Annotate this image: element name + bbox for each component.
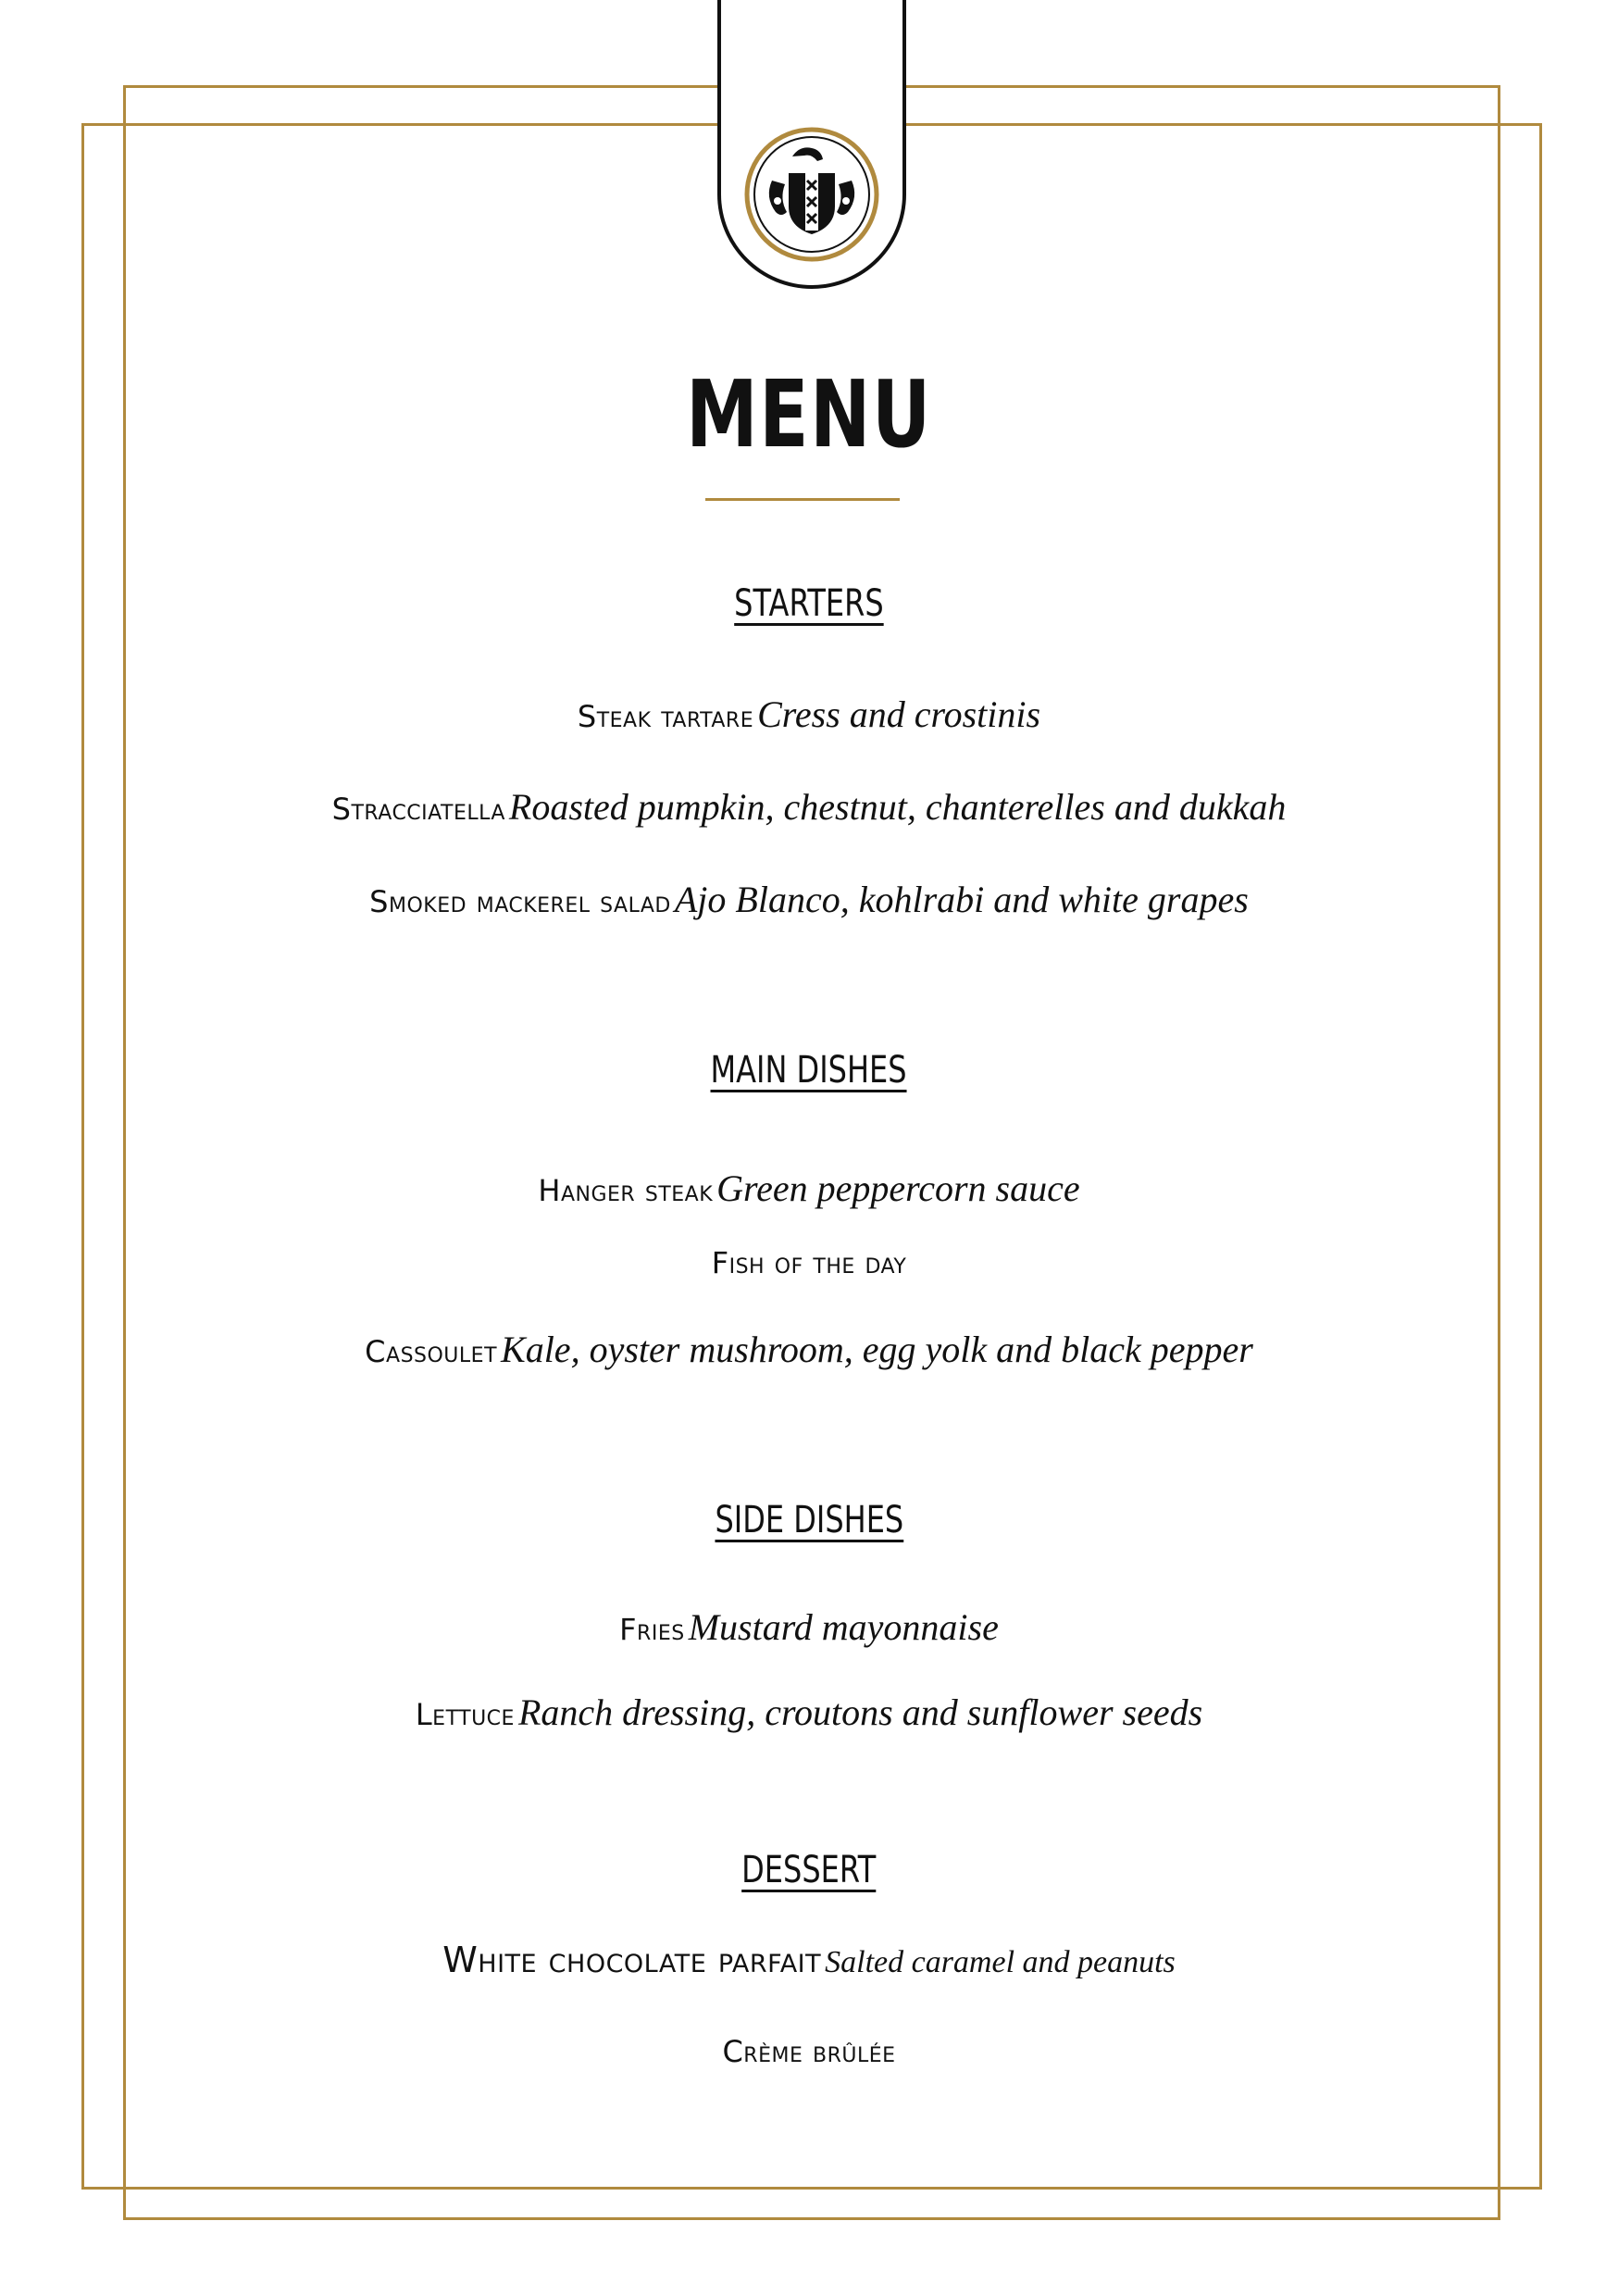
menu-item bbox=[0, 693, 1618, 735]
section-heading-side-dishes: SIDE DISHES bbox=[715, 1499, 903, 1541]
dish-name: Cassoulet bbox=[365, 1334, 498, 1369]
dish-name: Stracciatella bbox=[331, 792, 505, 827]
section-heading-main-dishes: MAIN DISHES bbox=[710, 1049, 908, 1092]
dish-name: White chocolate parfait bbox=[442, 1940, 822, 1980]
dish-name: Smoked mackerel salad bbox=[369, 884, 671, 919]
menu-title: MENU bbox=[686, 360, 932, 468]
section-heading-starters: STARTERS bbox=[734, 582, 884, 625]
dish-description: Ranch dressing, croutons and sunflower seeds bbox=[517, 1691, 1203, 1733]
dish-description: Cress and crostinis bbox=[757, 693, 1041, 735]
section-heading-dessert: DESSERT bbox=[741, 1849, 877, 1891]
title-divider bbox=[705, 498, 900, 501]
dish-description: Kale, oyster mushroom, egg yolk and black pepper bbox=[501, 1329, 1253, 1370]
menu-item bbox=[0, 1606, 1618, 1648]
dish-description: Roasted pumpkin, chestnut, chanterelles and dukkah bbox=[508, 786, 1287, 828]
dish-name: Steak tartare bbox=[577, 699, 754, 734]
menu-item bbox=[0, 2034, 1618, 2069]
dish-name: Fish of the day bbox=[711, 1245, 907, 1280]
dish-description: Salted caramel and peanuts bbox=[825, 1945, 1176, 1979]
menu-item bbox=[0, 881, 1618, 918]
dish-name: Lettuce bbox=[415, 1697, 515, 1732]
menu-item bbox=[0, 1167, 1618, 1209]
coat-of-arms-seal-icon bbox=[744, 127, 879, 262]
menu-item bbox=[0, 1942, 1618, 1978]
menu-item bbox=[0, 1331, 1618, 1368]
dish-name: Fries bbox=[619, 1612, 685, 1647]
menu-item bbox=[0, 786, 1618, 828]
menu-item bbox=[0, 1245, 1618, 1280]
dish-description: Ajo Blanco, kohlrabi and white grapes bbox=[674, 879, 1249, 920]
dish-name: Hanger steak bbox=[538, 1173, 714, 1208]
dish-name: Crème brûlée bbox=[722, 2034, 896, 2069]
dish-description: Mustard mayonnaise bbox=[688, 1606, 999, 1648]
dish-description: Green peppercorn sauce bbox=[716, 1167, 1080, 1209]
menu-item bbox=[0, 1691, 1618, 1733]
